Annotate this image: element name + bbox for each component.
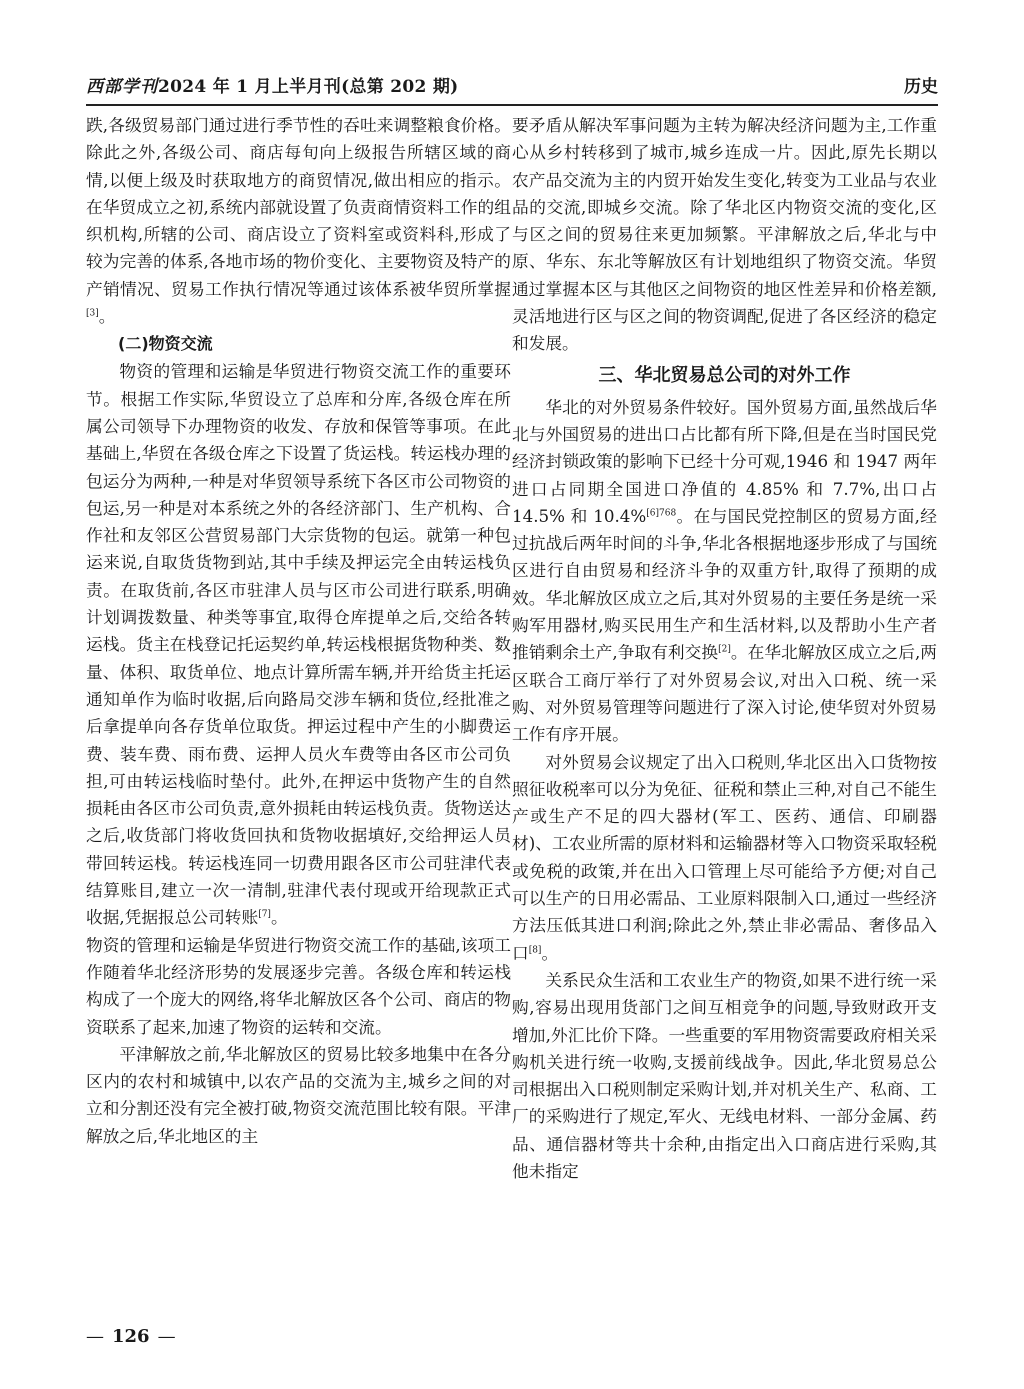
citation: [8] <box>528 945 542 956</box>
paragraph <box>512 394 937 749</box>
paragraph-text: 对外贸易会议规定了出入口税则,华北区出入口货物按照征收税率可以分为免征、征税和禁止三种,对自己不能生产或生产不足的四大器材(军工、医药、通信、印刷器材)、工农业所需的原材料和运输器材等入口物资采取轻税或免税的政策,并在出入口管理上尽可能给予方便;对自己可以生产的日用必需品、工业原料限制入口,通过一些经济方法压低其进口利润;除此之外,禁止非必需品、奢侈品入口 <box>512 751 937 963</box>
footer-dash: — <box>86 1326 104 1347</box>
paragraph: 要矛盾从解决军事问题为主转为解决经济问题为主,工作重心从乡村转移到了城市,城乡连成一片。因此,原先长期以农产品交流为主的内贸开始发生变化,转变为工业品与农业品的交流,即城乡交流。除了华北区内物资交流的变化,区与区之间的贸易往来更加频繁。平津解放之后,华北与中原、华东、东北等解放区有计划地组织了物资交流。华贸通过掌握本区与其他区之间物资的地区性差异和价格差额,灵活地进行区与区之间的物资调配,促进了各区经济的稳定和发展。 <box>512 115 937 354</box>
paragraph: 物资的管理和运输是华贸进行物资交流工作的基础,该项工作随着华北经济形势的发展逐步完善。各级仓库和转运栈构成了一个庞大的网络,将华北解放区各个公司、商店的物资联系了起来,加速了物资的运转和交流。 <box>86 934 511 1037</box>
paragraph-text: 华北的对外贸易条件较好。国外贸易方面,虽然战后华北与外国贸易的进出口占比都有所下降,但是在当时国民党经济封锁政策的影响下已经十分可观,1946 和 1947 两年进口占同期全国进口净值的 4.85% 和 7.7%,出口占 14.5% 和 10.4% <box>512 396 937 526</box>
citation: [3] <box>86 308 99 319</box>
subsection-heading: (二)物资交流 <box>118 334 213 354</box>
journal-logo: 西部学刊 <box>86 77 158 97</box>
paragraph <box>86 112 511 330</box>
paragraph-text: 物资的管理和运输是华贸进行物资交流工作的重要环节。根据工作实际,华贸设立了总库和分库,各级仓库在所属公司领导下办理物资的收发、存放和保管等事项。在此基础上,华贸在各级仓库之下设置了货运栈。转运栈办理的包运分为两种,一种是对华贸领导系统下各区市公司物资的包运,另一种是对本系统之外的各经济部门、生产机构、合作社和友邻区公营贸易部门大宗货物的包运。就第一种包运来说,自取货货物到站,其中手续及押运完全由转运栈负责。在取货前,各区市驻津人员与区市公司进行联系,明确计划调拨数量、种类等事宜,取得仓库提单之后,交给各转运栈。货主在栈登记托运契约单,转运栈根据货物种类、数量、体积、取货单位、地点计算所需车辆,并开给货主托运通知单作为临时收据,后向路局交涉车辆和货位,经批准之后拿提单向各存货单位取货。押运过程中产生的小脚费运费、装车费、雨布费、运押人员火车费等由各区市公司负担,可由转运栈临时垫付。此外,在押运中货物产生的自然损耗由各区市公司负责,意外损耗由转运栈负责。货物送达之后,收货部门将收货回执和货物收据填好,交给押运人员带回转运栈。转运栈连同一切费用跟各区市公司驻津代表结算账目,建立一次一清制,驻津代表付现或开给现款正式收据,凭据报总公司转账 <box>86 361 511 928</box>
running-header <box>86 64 938 106</box>
citation: [6]768 <box>646 508 677 519</box>
citation: [7] <box>258 909 271 920</box>
paragraph-text: 跌,各级贸易部门通过进行季节性的吞吐来调整粮食价格。除此之外,各级公司、商店每旬向上级报告所辖区域的商情,以便上级及时获取地方的商贸情况,做出相应的指示。在华贸成立之初,系统内部就设置了负责商情资料工作的组织机构,所辖的公司、商店设立了资料室或资料科,形成了较为完善的体系,各地市场的物价变化、主要物资及特产的产销情况、贸易工作执行情况等通过该体系被华贸所掌握 <box>86 115 511 299</box>
paragraph-text: 。 <box>98 306 116 327</box>
section-label: 历史 <box>904 77 938 97</box>
journal-issue: 2024 年 1 月上半月刊(总第 202 期) <box>158 77 459 97</box>
paragraph-text: 。在华北解放区成立之后,两区联合工商厅举行了对外贸易会议,对出入口税、统一采购、对外贸易管理等问题进行了深入讨论,使华贸对外贸易工作有序开展。 <box>512 642 937 745</box>
journal-title <box>86 72 459 97</box>
paragraph: 平津解放之前,华北解放区的贸易比较多地集中在各分区内的农村和城镇中,以农产品的交流为主,城乡之间的对立和分割还没有完全被打破,物资交流范围比较有限。平津解放之后,华北地区的主 <box>86 1043 511 1146</box>
page-number: 126 <box>112 1326 150 1347</box>
paragraph-text: 。 <box>270 907 288 928</box>
section-heading: 三、华北贸易总公司的对外工作 <box>598 364 851 386</box>
paragraph-text: 。在与国民党控制区的贸易方面,经过抗战后两年时间的斗争,华北各根据地逐步形成了与国统区进行自由贸易和经济斗争的双重方针,取得了预期的成效。华北解放区成立之后,其对外贸易的主要任务是统一采购军用器材,购买民用生产和生活材料,以及帮助小生产者推销剩余土产,争取有利交换 <box>512 505 937 663</box>
right-column <box>512 112 937 1185</box>
page-footer <box>86 1326 176 1347</box>
paragraph <box>86 358 511 931</box>
left-column <box>86 112 511 1150</box>
paragraph: 关系民众生活和工农业生产的物资,如果不进行统一采购,容易出现用货部门之间互相竞争的问题,导致财政开支增加,外汇比价下降。一些重要的军用物资需要政府相关采购机关进行统一收购,支援前线战争。因此,华北贸易总公司根据出入口税则制定采购计划,并对机关生产、私商、工厂的采购进行了规定,军火、无线电材料、一部分金属、药品、通信器材等共十余种,由指定出入口商店进行采购,其他未指定 <box>512 969 937 1181</box>
paragraph-text: 。 <box>541 942 559 963</box>
paragraph <box>512 749 937 967</box>
citation: [2] <box>718 644 731 655</box>
footer-dash: — <box>157 1326 176 1347</box>
